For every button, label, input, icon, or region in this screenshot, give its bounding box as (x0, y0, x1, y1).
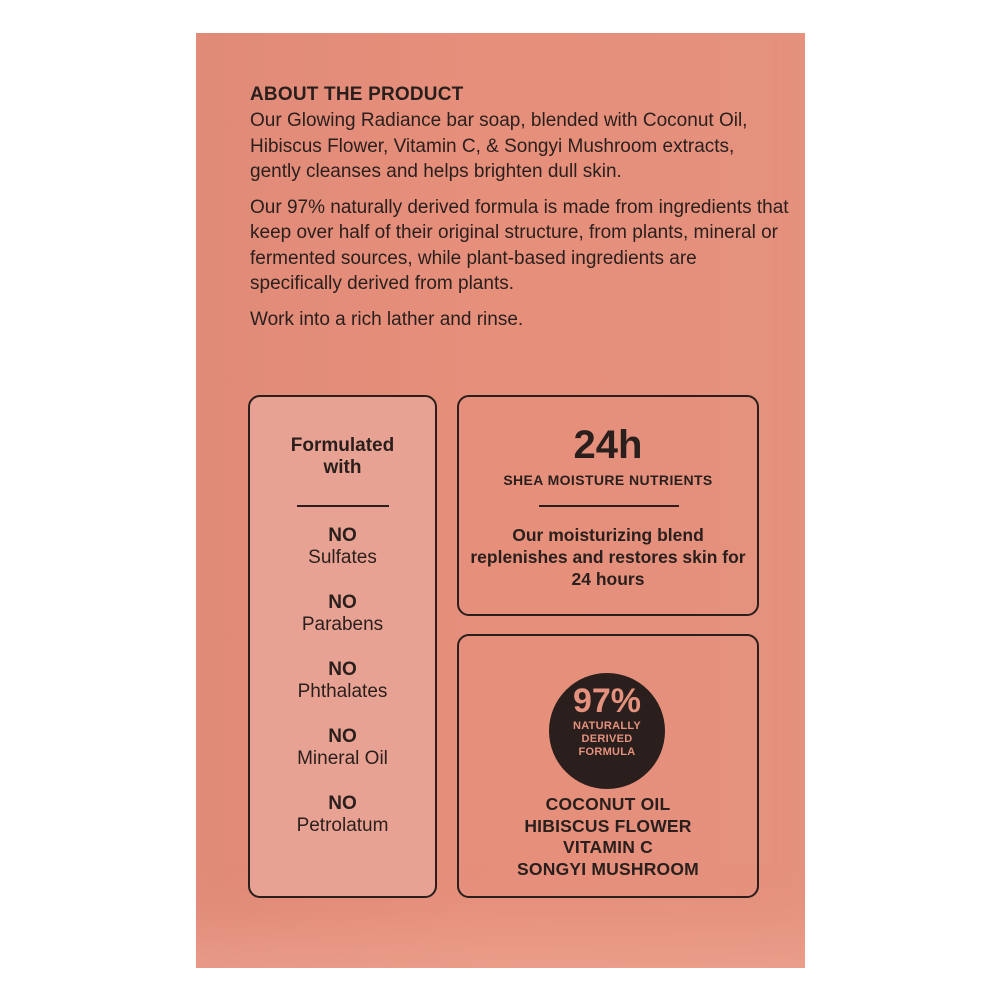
excluded-ingredient: Petrolatum (296, 815, 389, 836)
no-label: NO (328, 659, 357, 680)
natural-badge (549, 673, 665, 789)
about-heading: ABOUT THE PRODUCT (250, 84, 464, 105)
natural-percent: 97% (572, 682, 642, 720)
natural-caption-line: NATURALLY (572, 720, 642, 732)
about-paragraph-1: Our Glowing Radiance bar soap, blended with Coconut Oil, Hibiscus Flower, Vitamin C, & Songyi Mushroom extracts, gently cleanses and helps brighten dull skin. (250, 110, 748, 182)
about-paragraph-3: Work into a rich lather and rinse. (250, 308, 524, 330)
no-label: NO (328, 525, 357, 546)
about-section (250, 84, 790, 342)
ingredient: SONGYI MUSHROOM (517, 858, 699, 879)
natural-box (457, 634, 759, 898)
list-item (250, 525, 435, 569)
excluded-ingredient: Phthalates (297, 681, 388, 702)
hours-figure: 24h (573, 423, 643, 467)
ingredient: HIBISCUS FLOWER (524, 815, 692, 836)
formulated-without-box (248, 395, 437, 898)
natural-caption-line: DERIVED (581, 733, 633, 745)
formulated-title: Formulated with (290, 435, 395, 478)
divider (539, 505, 679, 507)
natural-caption (549, 720, 665, 759)
free-from-list (250, 525, 435, 860)
natural-caption-line: FORMULA (578, 746, 636, 758)
no-label: NO (328, 793, 357, 814)
no-label: NO (328, 592, 357, 613)
no-label: NO (328, 726, 357, 747)
ingredient: VITAMIN C (563, 837, 653, 857)
list-item (250, 592, 435, 636)
list-item (250, 726, 435, 770)
list-item (250, 659, 435, 703)
about-paragraph-2: Our 97% naturally derived formula is made from ingredients that keep over half of their original structure, from plants, mineral or fermented sources, while plant-based ingredients are specifically derived from plants. (250, 196, 789, 294)
moisture-description: Our moisturizing blend replenishes and restores skin for 24 hours (470, 525, 746, 589)
excluded-ingredient: Mineral Oil (297, 748, 388, 769)
excluded-ingredient: Parabens (301, 614, 384, 635)
moisture-box (457, 395, 759, 616)
moisture-label: SHEA MOISTURE NUTRIENTS (503, 472, 713, 488)
divider (297, 505, 389, 507)
list-item (250, 793, 435, 837)
excluded-ingredient: Sulfates (308, 547, 377, 568)
key-ingredients (459, 794, 757, 880)
ingredient: COCONUT OIL (545, 794, 671, 814)
